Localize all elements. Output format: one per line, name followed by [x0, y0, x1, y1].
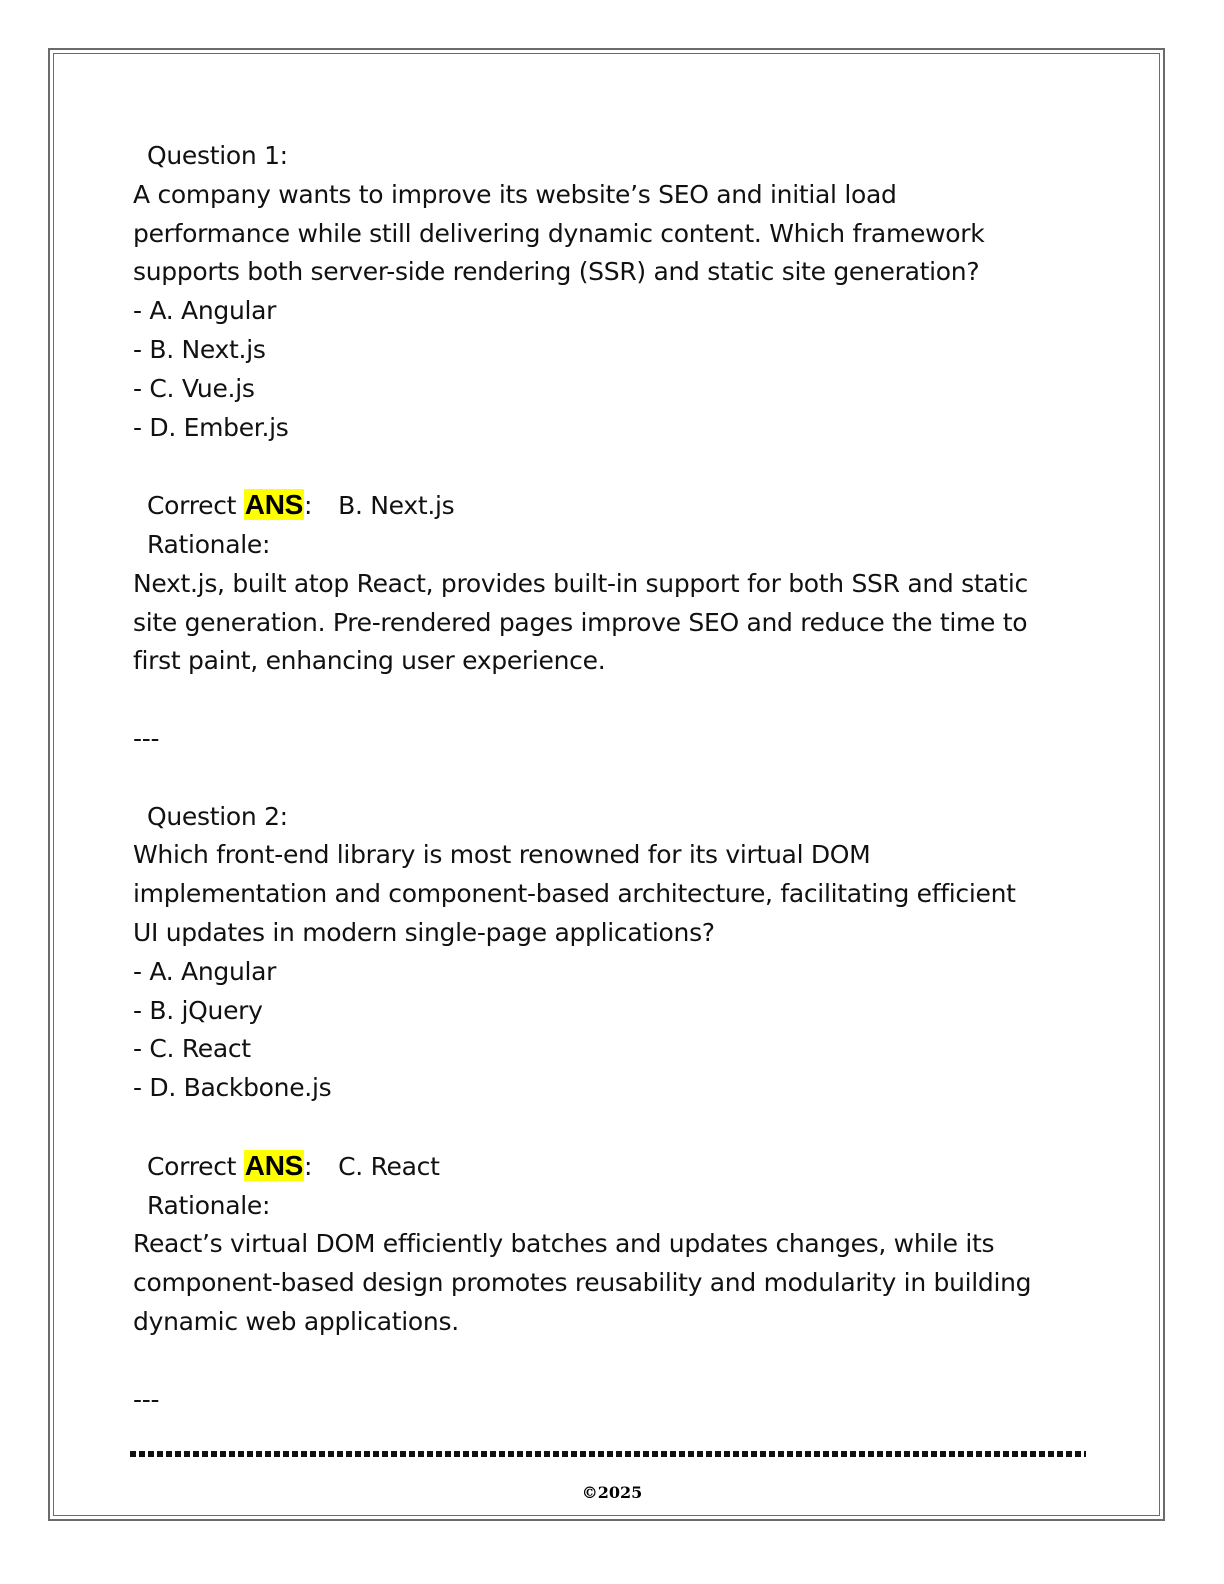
- section-separator: ---: [133, 1384, 160, 1414]
- rationale-line: component-based design promotes reusability and modularity in building: [133, 1268, 1032, 1298]
- ans-highlight: ANS: [244, 1149, 304, 1181]
- ans-colon: :: [304, 491, 313, 521]
- footer-dotted-rule: [130, 1451, 1086, 1457]
- spacer: [133, 447, 1093, 486]
- question-heading: Question 2:: [147, 801, 288, 831]
- document-body: [133, 137, 1093, 1419]
- question-prompt-line: implementation and component-based architecture, facilitating efficient: [133, 879, 1016, 909]
- answer-option-c: - C. React: [133, 1034, 251, 1064]
- spacer: [133, 759, 1093, 798]
- answer-option-a: - A. Angular: [133, 956, 277, 986]
- correct-answer-value: B. Next.js: [338, 491, 455, 521]
- answer-option-a: - A. Angular: [133, 296, 277, 326]
- section-separator: ---: [133, 723, 160, 753]
- ans-colon: :: [304, 1151, 313, 1181]
- rationale-line: dynamic web applications.: [133, 1306, 459, 1336]
- rationale-label: Rationale:: [147, 1190, 271, 1220]
- rationale-line: first paint, enhancing user experience.: [133, 646, 606, 676]
- rationale-line: Next.js, built atop React, provides built-in support for both SSR and static: [133, 568, 1028, 598]
- correct-label: Correct: [147, 491, 244, 521]
- answer-option-b: - B. jQuery: [133, 995, 263, 1025]
- spacer: [133, 681, 1093, 720]
- correct-answer-line: [133, 1147, 1093, 1187]
- question-prompt-line: UI updates in modern single-page applications?: [133, 917, 715, 947]
- question-block-2: [133, 798, 1093, 1420]
- answer-option-b: - B. Next.js: [133, 334, 266, 364]
- answer-option-d: - D. Backbone.js: [133, 1073, 332, 1103]
- answer-option-d: - D. Ember.js: [133, 412, 289, 442]
- rationale-line: site generation. Pre-rendered pages improve SEO and reduce the time to: [133, 607, 1028, 637]
- rationale-label: Rationale:: [147, 529, 271, 559]
- footer-copyright: ©2025: [581, 1483, 643, 1502]
- ans-highlight: ANS: [244, 489, 304, 521]
- question-prompt-line: supports both server-side rendering (SSR) and static site generation?: [133, 257, 980, 287]
- correct-answer-value: C. React: [338, 1151, 440, 1181]
- spacer: [133, 1108, 1093, 1147]
- answer-option-c: - C. Vue.js: [133, 373, 255, 403]
- correct-answer-line: [133, 486, 1093, 526]
- question-prompt-line: Which front-end library is most renowned for its virtual DOM: [133, 840, 871, 870]
- question-block-1: [133, 137, 1093, 798]
- spacer: [133, 1342, 1093, 1381]
- question-heading: Question 1:: [147, 141, 288, 170]
- rationale-line: React’s virtual DOM efficiently batches and updates changes, while its: [133, 1229, 995, 1259]
- correct-label: Correct: [147, 1151, 244, 1181]
- question-prompt-line: A company wants to improve its website’s SEO and initial load: [133, 179, 897, 209]
- question-prompt-line: performance while still delivering dynamic content. Which framework: [133, 218, 985, 248]
